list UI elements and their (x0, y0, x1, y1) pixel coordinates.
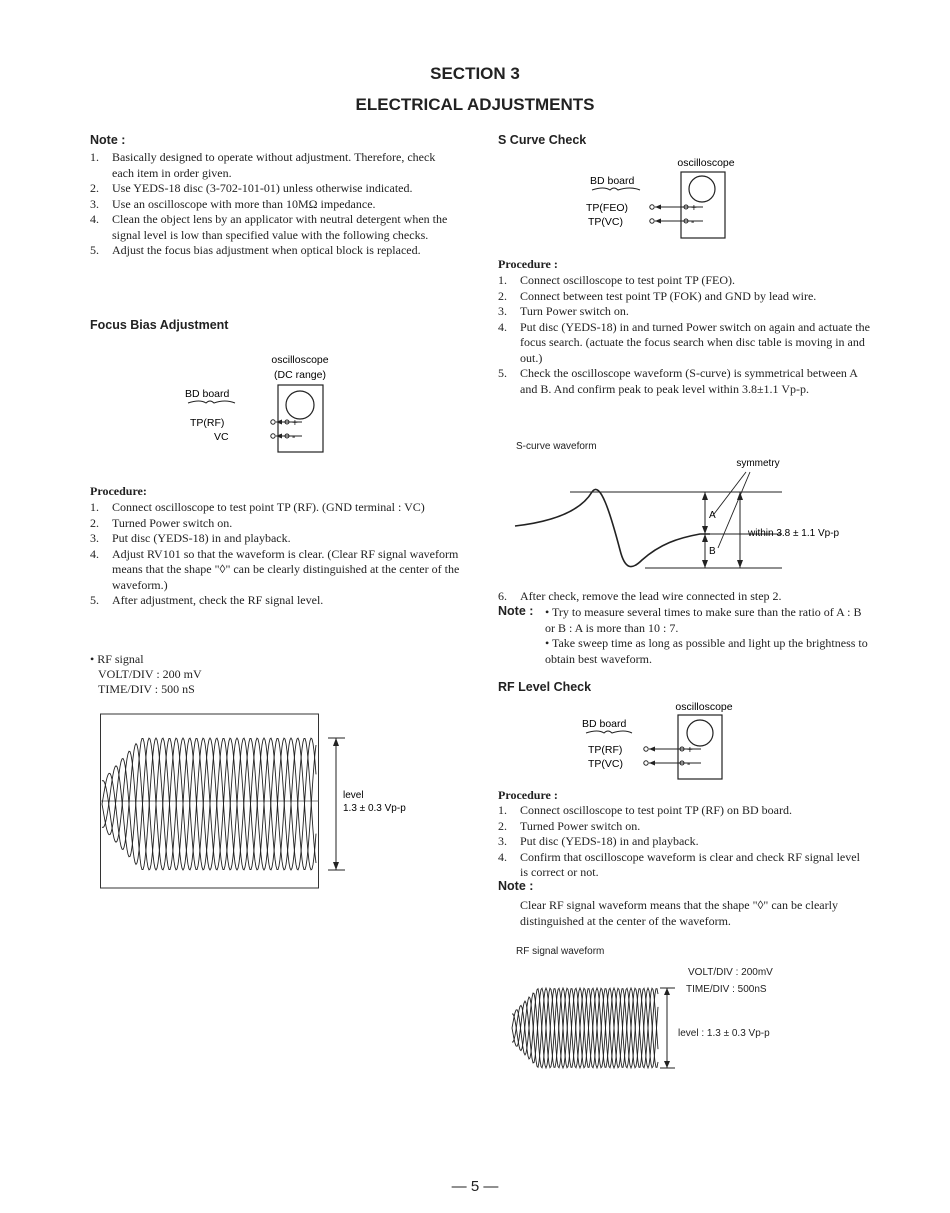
scope-screen-icon (286, 391, 314, 419)
s-curve-note-label: Note : (498, 604, 534, 618)
rf-level-heading: RF Level Check (498, 680, 592, 694)
list-item: 1. Connect oscilloscope to test point TP (FEO). (498, 273, 735, 287)
svg-text:-: - (292, 432, 296, 443)
list-item: 1. Basically designed to operate without adjustment. Therefore, check each item in order given. (90, 150, 436, 180)
list-item: 4. Adjust RV101 so that the waveform is clear. (Clear RF signal waveform means that the shape "◊" can be clearly distinguished at the center of the waveform.) (90, 546, 460, 592)
rf-signal-label: • RF signal (90, 652, 144, 666)
rf-level-note-label: Note : (498, 879, 534, 893)
focus-bias-heading: Focus Bias Adjustment (90, 318, 229, 332)
rf-waveform-large (100, 710, 440, 890)
label-b: B (709, 546, 716, 557)
s-curve-note-2: • Take sweep time as long as possible and light up the brightness to obtain best waveform. (545, 636, 868, 666)
symmetry-label: symmetry (736, 458, 780, 469)
oscilloscope-box (678, 715, 722, 779)
level-value: level : 1.3 ± 0.3 Vp-p (678, 1028, 770, 1039)
procedure-heading: Procedure : (498, 257, 558, 271)
svg-text:+: + (687, 745, 693, 756)
scope-screen-icon (689, 176, 715, 202)
s-curve-note-1: • Try to measure several times to make sure than the ratio of A : B or B : A is more than 10 : 7. (545, 605, 862, 635)
list-item: 3. Put disc (YEDS-18) in and playback. (90, 531, 291, 545)
tp-vc-label: TP(VC) (588, 758, 623, 770)
tp-vc-label: TP(VC) (588, 216, 623, 228)
bd-board-label: BD board (185, 388, 230, 400)
list-item: 5. Check the oscilloscope waveform (S-curve) is symmetrical between A and B. And confirm peak to peak level within 3.8±1.1 Vp-p. (498, 366, 858, 396)
time-div-label: TIME/DIV : 500nS (686, 984, 767, 995)
tp-rf-label: TP(RF) (190, 417, 225, 429)
note-heading: Note : (90, 133, 126, 147)
brace-icon (586, 731, 632, 733)
focus-bias-connection-diagram (180, 345, 360, 460)
time-div-label: TIME/DIV : 500 nS (98, 682, 195, 696)
dc-range-label: (DC range) (274, 369, 326, 381)
svg-text:+: + (292, 418, 298, 429)
scope-screen-icon (687, 720, 713, 746)
eye-trace (512, 988, 658, 1067)
rf-level-note-text: Clear RF signal waveform means that the shape "◊" can be clearly distinguished at the center of the waveform. (520, 898, 838, 928)
volt-div-label: VOLT/DIV : 200mV (688, 967, 773, 978)
eye-trace (512, 989, 658, 1068)
brace-icon (188, 401, 235, 403)
oscilloscope-label: oscilloscope (675, 701, 733, 713)
list-item: 3. Turn Power switch on. (498, 304, 629, 318)
list-item: 5. Adjust the focus bias adjustment when optical block is replaced. (90, 243, 421, 257)
list-item: 2. Connect between test point TP (FOK) and GND by lead wire. (498, 288, 817, 303)
s-curve-heading: S Curve Check (498, 133, 587, 147)
eye-trace (512, 988, 658, 1068)
rf-waveform-caption: RF signal waveform (516, 946, 605, 957)
s-curve-waveform (510, 452, 870, 577)
list-item: 3. Use an oscilloscope with more than 10MΩ impedance. (90, 196, 376, 211)
s-curve-connection-diagram (582, 152, 752, 247)
oscilloscope-box (681, 172, 725, 238)
rf-level-connection-diagram (570, 696, 750, 786)
level-value: 1.3 ± 0.3 Vp-p (343, 803, 406, 814)
bd-board-label: BD board (582, 718, 627, 730)
s-curve-line (515, 489, 710, 566)
rf-eye-pattern (102, 738, 316, 870)
list-item: 5. After adjustment, check the RF signal level. (90, 593, 324, 607)
note-list (90, 150, 460, 259)
tp-feo-label: TP(FEO) (586, 202, 628, 214)
list-item: 4. Clean the object lens by an applicator with neutral detergent when the signal level is low than specified value with the following checks. (90, 212, 448, 242)
focus-bias-steps (90, 500, 465, 609)
list-item: 1. Connect oscilloscope to test point TP (RF) on BD board. (498, 803, 792, 817)
within-label: within 3.8 ± 1.1 Vp-p (748, 528, 840, 539)
bd-board-label: BD board (590, 175, 635, 187)
s-curve-steps (498, 273, 870, 397)
eye-trace (102, 738, 316, 870)
list-item: 6. After check, remove the lead wire connected in step 2. (498, 589, 782, 603)
label-a: A (709, 510, 716, 521)
rf-eye-pattern (512, 988, 658, 1068)
section-number: SECTION 3 (430, 64, 520, 83)
list-item: 3. Put disc (YEDS-18) in and playback. (498, 834, 699, 848)
brace-icon (592, 188, 640, 190)
level-label: level (343, 790, 364, 801)
svg-text:-: - (691, 217, 695, 228)
svg-text:-: - (687, 759, 691, 770)
s-curve-caption: S-curve waveform (516, 441, 597, 452)
oscilloscope-label: oscilloscope (677, 157, 735, 169)
eye-trace (512, 988, 658, 1068)
rf-level-steps (498, 803, 870, 881)
procedure-heading: Procedure : (498, 788, 558, 802)
page-number: — 5 — (451, 1178, 499, 1195)
list-item: 2. Turned Power switch on. (90, 515, 233, 530)
list-item: 4. Put disc (YEDS-18) in and turned Power switch on again and actuate the focus search. (actuate the focus search when disc table is moving in and out.) (498, 319, 870, 365)
tp-rf-label: TP(RF) (588, 744, 623, 756)
s-curve-step-6 (498, 589, 870, 605)
oscilloscope-label: oscilloscope (271, 354, 329, 366)
vc-label: VC (214, 431, 229, 443)
svg-text:+: + (691, 203, 697, 214)
list-item: 2. Use YEDS-18 disc (3-702-101-01) unless otherwise indicated. (90, 181, 413, 195)
page-title: ELECTRICAL ADJUSTMENTS (355, 95, 595, 114)
list-item: 4. Confirm that oscilloscope waveform is clear and check RF signal level is correct or not. (498, 849, 860, 879)
volt-div-label: VOLT/DIV : 200 mV (98, 667, 202, 681)
list-item: 1. Connect oscilloscope to test point TP (RF). (GND terminal : VC) (90, 500, 425, 514)
list-item: 2. Turned Power switch on. (498, 818, 641, 833)
procedure-heading: Procedure: (90, 484, 147, 498)
